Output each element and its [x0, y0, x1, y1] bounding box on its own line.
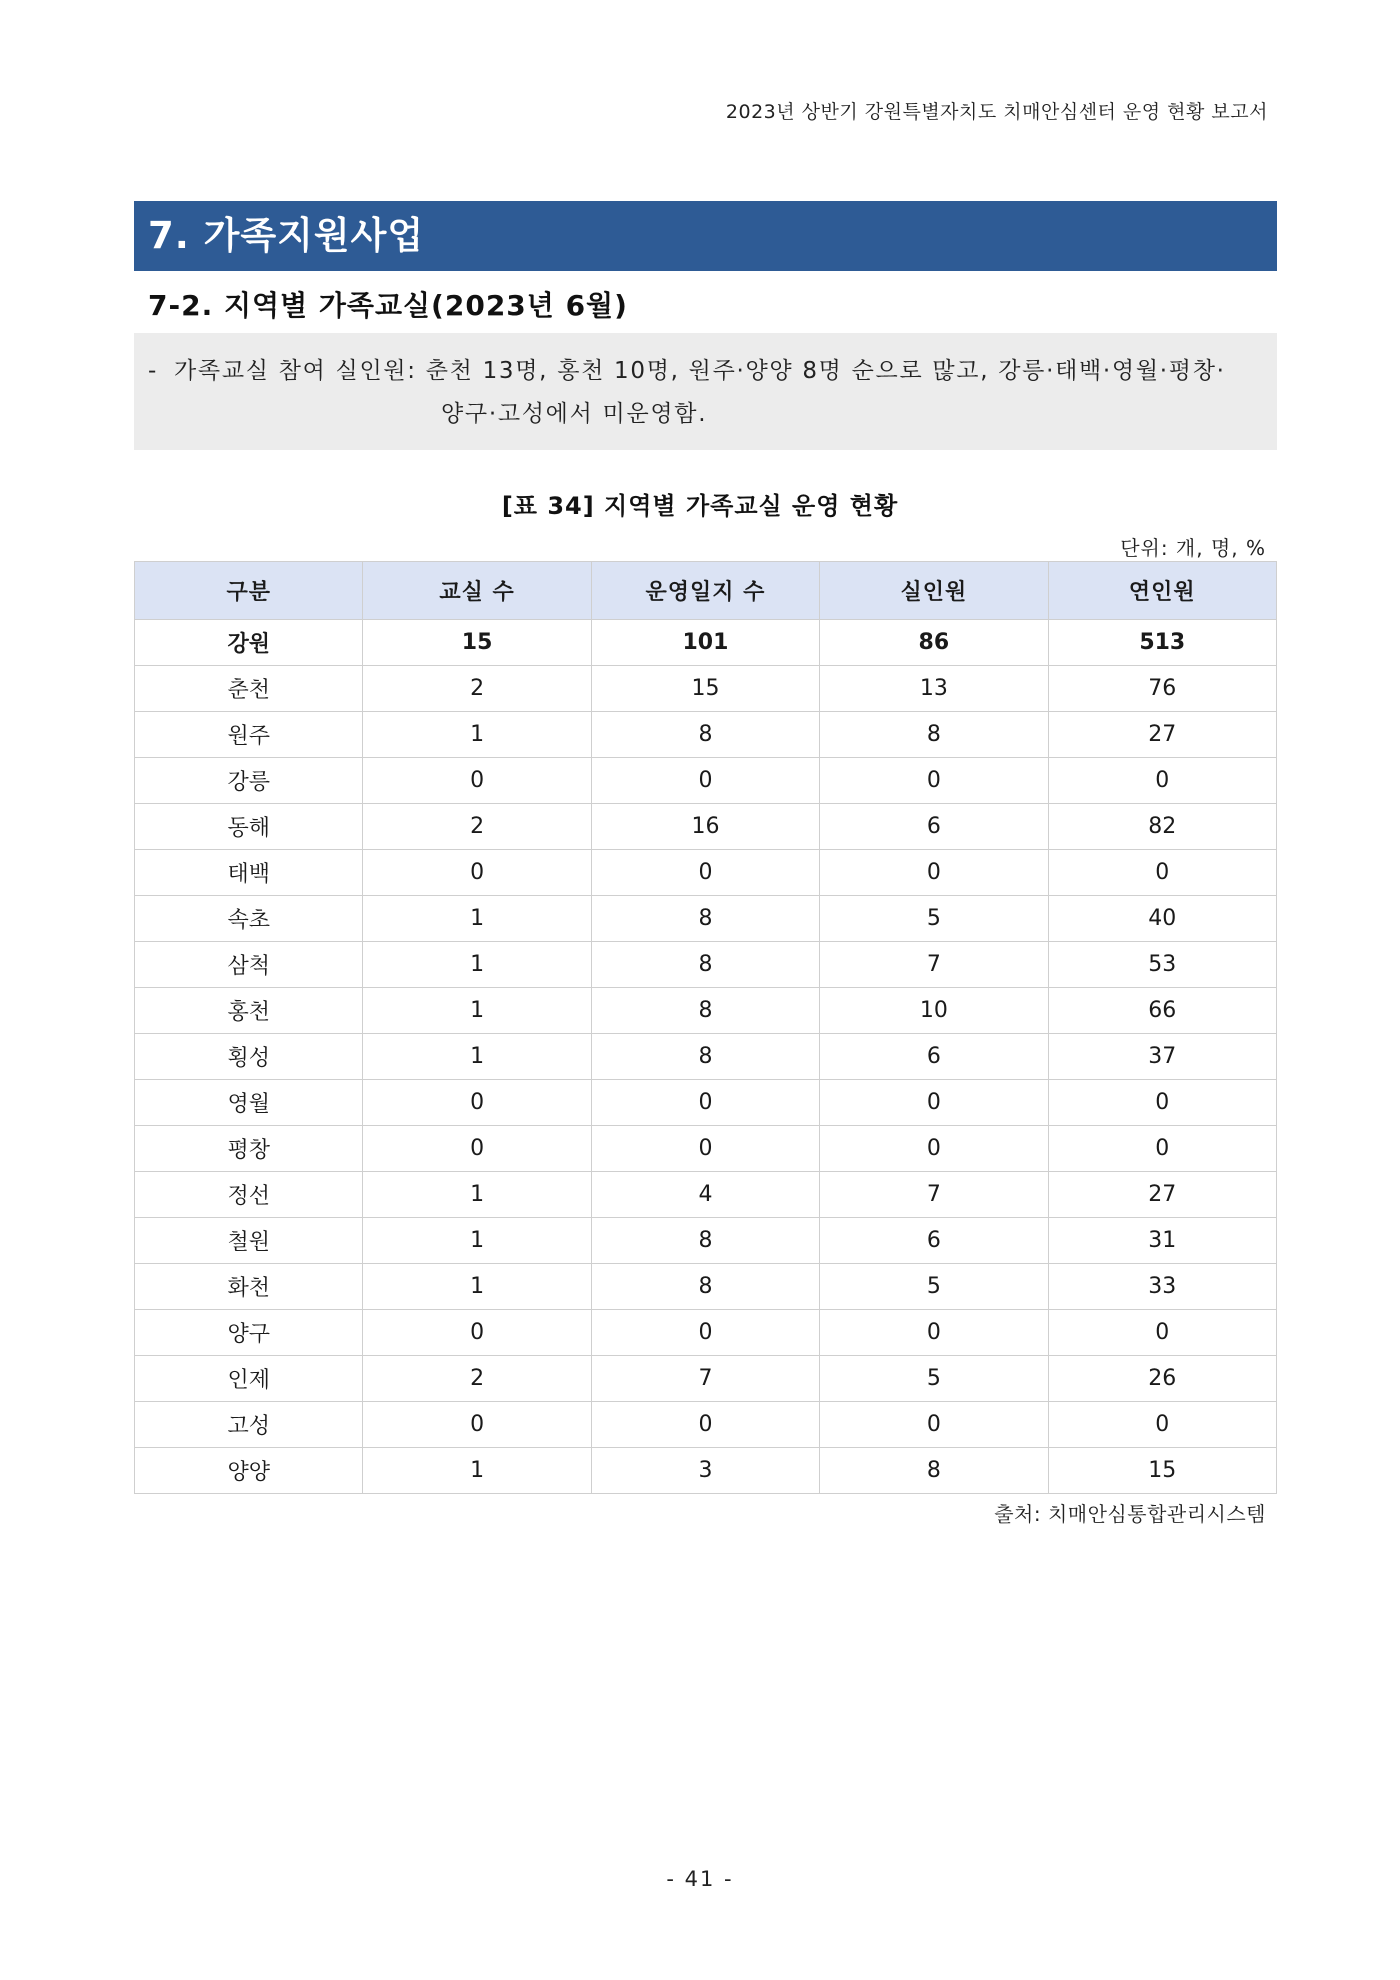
cell-logs: 15 — [591, 666, 819, 712]
cell-region: 양양 — [135, 1448, 363, 1494]
cell-logs: 8 — [591, 1264, 819, 1310]
cell-region: 속초 — [135, 896, 363, 942]
cell-region: 영월 — [135, 1080, 363, 1126]
cell-region: 삼척 — [135, 942, 363, 988]
cell-classes: 0 — [363, 1310, 591, 1356]
cell-logs: 0 — [591, 1126, 819, 1172]
cell-total-attendance: 27 — [1048, 1172, 1276, 1218]
cell-participants: 86 — [820, 620, 1048, 666]
cell-region: 강릉 — [135, 758, 363, 804]
table-row — [135, 1402, 1277, 1448]
page-number: - 41 - — [666, 1867, 734, 1891]
table-row — [135, 620, 1277, 666]
cell-participants: 0 — [820, 1402, 1048, 1448]
cell-total-attendance: 82 — [1048, 804, 1276, 850]
column-header-region: 구분 — [135, 562, 363, 620]
cell-classes: 15 — [363, 620, 591, 666]
table-row — [135, 712, 1277, 758]
table-row — [135, 804, 1277, 850]
cell-classes: 1 — [363, 896, 591, 942]
table-row — [135, 1310, 1277, 1356]
cell-logs: 7 — [591, 1356, 819, 1402]
table-row — [135, 1356, 1277, 1402]
cell-logs: 0 — [591, 758, 819, 804]
cell-region: 동해 — [135, 804, 363, 850]
table-row — [135, 850, 1277, 896]
cell-classes: 1 — [363, 942, 591, 988]
cell-participants: 7 — [820, 1172, 1048, 1218]
cell-logs: 8 — [591, 1218, 819, 1264]
cell-region: 정선 — [135, 1172, 363, 1218]
cell-participants: 0 — [820, 758, 1048, 804]
cell-total-attendance: 76 — [1048, 666, 1276, 712]
cell-total-attendance: 53 — [1048, 942, 1276, 988]
table-body — [135, 620, 1277, 1494]
cell-region: 강원 — [135, 620, 363, 666]
cell-logs: 0 — [591, 1310, 819, 1356]
cell-participants: 5 — [820, 1356, 1048, 1402]
section-title: 7. 가족지원사업 — [134, 201, 1277, 271]
cell-classes: 2 — [363, 1356, 591, 1402]
cell-logs: 8 — [591, 942, 819, 988]
cell-classes: 1 — [363, 1172, 591, 1218]
cell-logs: 4 — [591, 1172, 819, 1218]
summary-box — [134, 333, 1277, 450]
cell-region: 철원 — [135, 1218, 363, 1264]
cell-total-attendance: 66 — [1048, 988, 1276, 1034]
cell-participants: 6 — [820, 1034, 1048, 1080]
cell-participants: 6 — [820, 1218, 1048, 1264]
table-row — [135, 1034, 1277, 1080]
cell-logs: 8 — [591, 1034, 819, 1080]
cell-total-attendance: 0 — [1048, 1402, 1276, 1448]
cell-region: 고성 — [135, 1402, 363, 1448]
cell-region: 횡성 — [135, 1034, 363, 1080]
table-row — [135, 1218, 1277, 1264]
family-class-table — [134, 561, 1277, 1494]
cell-total-attendance: 40 — [1048, 896, 1276, 942]
cell-region: 양구 — [135, 1310, 363, 1356]
cell-classes: 0 — [363, 1126, 591, 1172]
cell-participants: 0 — [820, 1080, 1048, 1126]
cell-logs: 8 — [591, 896, 819, 942]
cell-participants: 13 — [820, 666, 1048, 712]
table-row — [135, 666, 1277, 712]
cell-participants: 0 — [820, 1126, 1048, 1172]
cell-classes: 0 — [363, 1080, 591, 1126]
column-header-logs: 운영일지 수 — [591, 562, 819, 620]
cell-classes: 1 — [363, 988, 591, 1034]
cell-total-attendance: 0 — [1048, 758, 1276, 804]
cell-logs: 8 — [591, 988, 819, 1034]
cell-total-attendance: 26 — [1048, 1356, 1276, 1402]
cell-region: 원주 — [135, 712, 363, 758]
cell-logs: 3 — [591, 1448, 819, 1494]
cell-logs: 0 — [591, 850, 819, 896]
cell-logs: 101 — [591, 620, 819, 666]
cell-total-attendance: 0 — [1048, 1310, 1276, 1356]
cell-participants: 0 — [820, 850, 1048, 896]
source-note: 출처: 치매안심통합관리시스템 — [994, 1502, 1266, 1526]
cell-logs: 0 — [591, 1402, 819, 1448]
table-header-row — [135, 562, 1277, 620]
cell-participants: 7 — [820, 942, 1048, 988]
cell-classes: 2 — [363, 666, 591, 712]
sub-section-title: 7-2. 지역별 가족교실(2023년 6월) — [148, 289, 628, 322]
cell-total-attendance: 513 — [1048, 620, 1276, 666]
table-row — [135, 1080, 1277, 1126]
cell-total-attendance: 37 — [1048, 1034, 1276, 1080]
cell-total-attendance: 31 — [1048, 1218, 1276, 1264]
table-row — [135, 988, 1277, 1034]
column-header-classes: 교실 수 — [363, 562, 591, 620]
cell-total-attendance: 0 — [1048, 1126, 1276, 1172]
cell-classes: 0 — [363, 850, 591, 896]
table-row — [135, 1448, 1277, 1494]
table-row — [135, 758, 1277, 804]
cell-classes: 1 — [363, 1448, 591, 1494]
cell-participants: 8 — [820, 1448, 1048, 1494]
summary-dash: - — [148, 358, 157, 384]
cell-logs: 8 — [591, 712, 819, 758]
running-header: 2023년 상반기 강원특별자치도 치매안심센터 운영 현황 보고서 — [725, 101, 1268, 123]
table-row — [135, 1172, 1277, 1218]
summary-line-1 — [148, 350, 1263, 393]
cell-region: 태백 — [135, 850, 363, 896]
table-row — [135, 942, 1277, 988]
table-row — [135, 1126, 1277, 1172]
cell-region: 홍천 — [135, 988, 363, 1034]
column-header-total-attendance: 연인원 — [1048, 562, 1276, 620]
cell-participants: 8 — [820, 712, 1048, 758]
cell-participants: 5 — [820, 896, 1048, 942]
cell-total-attendance: 33 — [1048, 1264, 1276, 1310]
cell-logs: 0 — [591, 1080, 819, 1126]
cell-participants: 5 — [820, 1264, 1048, 1310]
cell-classes: 0 — [363, 758, 591, 804]
table-row — [135, 1264, 1277, 1310]
cell-region: 인제 — [135, 1356, 363, 1402]
table-row — [135, 896, 1277, 942]
cell-region: 화천 — [135, 1264, 363, 1310]
cell-classes: 2 — [363, 804, 591, 850]
summary-text-line-1: 가족교실 참여 실인원: 춘천 13명, 홍천 10명, 원주·양양 8명 순으로 많고, 강릉·태백·영월·평창· — [174, 358, 1226, 384]
cell-total-attendance: 27 — [1048, 712, 1276, 758]
unit-note: 단위: 개, 명, % — [1120, 536, 1266, 560]
cell-classes: 1 — [363, 1218, 591, 1264]
cell-classes: 1 — [363, 1034, 591, 1080]
cell-classes: 1 — [363, 712, 591, 758]
table-caption: [표 34] 지역별 가족교실 운영 현황 — [501, 492, 899, 520]
cell-total-attendance: 0 — [1048, 1080, 1276, 1126]
cell-region: 춘천 — [135, 666, 363, 712]
column-header-participants: 실인원 — [820, 562, 1048, 620]
cell-classes: 1 — [363, 1264, 591, 1310]
cell-logs: 16 — [591, 804, 819, 850]
cell-participants: 10 — [820, 988, 1048, 1034]
cell-participants: 6 — [820, 804, 1048, 850]
summary-text-line-2: 양구·고성에서 미운영함. — [441, 401, 708, 427]
cell-total-attendance: 15 — [1048, 1448, 1276, 1494]
cell-participants: 0 — [820, 1310, 1048, 1356]
cell-classes: 0 — [363, 1402, 591, 1448]
cell-region: 평창 — [135, 1126, 363, 1172]
cell-total-attendance: 0 — [1048, 850, 1276, 896]
